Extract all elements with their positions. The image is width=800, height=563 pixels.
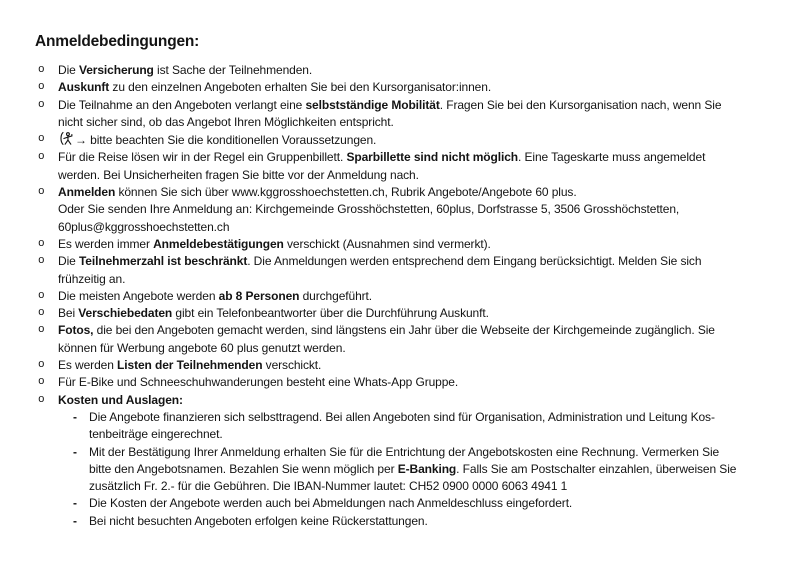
list-item bbox=[35, 131, 770, 149]
bullet-marker: o bbox=[38, 98, 45, 111]
bullet-marker: o bbox=[38, 289, 45, 302]
list-item bbox=[35, 184, 770, 236]
list-item-text: Anmelden können Sie sich über www.kggrosshoechstetten.ch, Rubrik Angebote/Angebote 60 plus. Oder Sie senden Ihre Anmeldung an: Kirchgemeinde Grosshöchstetten, 60plus, Dorfstrasse 5, 3506 Grosshöchstetten, 60plus@kggrosshoechstetten.ch bbox=[58, 185, 680, 234]
dash-marker: - bbox=[73, 496, 77, 511]
list-item bbox=[35, 305, 770, 322]
list-item-text: Für E-Bike und Schneeschuhwanderungen besteht eine Whats-App Gruppe. bbox=[58, 375, 459, 390]
list-item bbox=[35, 374, 770, 391]
list-item bbox=[35, 236, 770, 253]
bullet-marker: o bbox=[38, 255, 45, 268]
bullet-marker: o bbox=[38, 64, 45, 76]
bullet-marker: o bbox=[38, 186, 45, 199]
list-item-text: Für die Reise lösen wir in der Regel ein Gruppenbillett. Sparbillette sind nicht möglich. Eine Tageskarte muss angemeldet werden. Bei Unsicherheiten fragen Sie bitte vor der Anmeldung nach. bbox=[58, 150, 706, 182]
bullet-marker: o bbox=[38, 307, 45, 320]
list-item bbox=[35, 409, 770, 444]
bullet-marker: o bbox=[38, 393, 45, 406]
bullet-marker: o bbox=[38, 133, 45, 146]
conditions-list bbox=[35, 62, 770, 530]
list-item bbox=[35, 392, 770, 409]
list-item bbox=[35, 79, 770, 96]
bullet-marker: o bbox=[38, 237, 45, 250]
list-item bbox=[35, 253, 770, 288]
page-title: Anmeldebedingungen: bbox=[35, 33, 200, 50]
list-item-text: Es werden Listen der Teilnehmenden verschickt. bbox=[58, 358, 322, 373]
list-item bbox=[35, 495, 770, 512]
list-item-text: Kosten und Auslagen: bbox=[58, 392, 183, 407]
list-item bbox=[35, 513, 770, 530]
bullet-marker: o bbox=[38, 359, 45, 372]
bullet-marker: o bbox=[38, 324, 45, 337]
list-item-text: Die Versicherung ist Sache der Teilnehmenden. bbox=[58, 63, 313, 77]
bullet-marker: o bbox=[38, 151, 45, 164]
list-item-text: Mit der Bestätigung Ihrer Anmeldung erhalten Sie für die Entrichtung der Angebotskosten eine Rechnung. Vermerken Sie bitte den Angebotsnamen. Bezahlen Sie wenn möglich per E-Banking. Falls Sie am Postschalter einzahlen, überweisen Sie zusätzlich Fr. 2.- für die Gebühren. Die IBAN-Nummer lautet: CH52 0900 0000 6063 4941 1 bbox=[89, 444, 737, 494]
list-item-text: Die meisten Angebote werden ab 8 Personen durchgeführt. bbox=[58, 288, 373, 303]
list-item-text: Die Angebote finanzieren sich selbsttragend. Bei allen Angeboten sind für Organisation, Administration und Leitung Kos- tenbeiträge eingerechnet. bbox=[89, 409, 715, 442]
list-item-text: → bitte beachten Sie die konditionellen Voraussetzungen. bbox=[58, 131, 770, 149]
bullet-marker: o bbox=[38, 81, 45, 94]
dash-marker: - bbox=[73, 409, 77, 424]
list-item bbox=[35, 288, 770, 305]
list-item bbox=[35, 149, 770, 184]
list-item-text: Bei nicht besuchten Angeboten erfolgen keine Rückerstattungen. bbox=[89, 513, 428, 528]
list-item-text: Fotos, die bei den Angeboten gemacht werden, sind längstens ein Jahr über die Webseite der Kirchgemeinde zugänglich. Sie können für Werbung angebote 60 plus genutzt werden. bbox=[58, 323, 715, 355]
list-item bbox=[35, 357, 770, 374]
list-item bbox=[35, 444, 770, 496]
list-item bbox=[35, 62, 770, 79]
walking-person-icon bbox=[58, 131, 74, 146]
dash-marker: - bbox=[73, 513, 77, 528]
list-item-text: Die Teilnehmerzahl ist beschränkt. Die Anmeldungen werden entsprechend dem Eingang berücksichtigt. Melden Sie sich frühzeitig an. bbox=[58, 254, 702, 286]
list-item-text: Es werden immer Anmeldebestätigungen verschickt (Ausnahmen sind vermerkt). bbox=[58, 236, 491, 251]
list-item-text: Auskunft zu den einzelnen Angeboten erhalten Sie bei den Kursorganisator:innen. bbox=[58, 80, 492, 95]
list-item bbox=[35, 322, 770, 357]
list-item-text: Die Teilnahme an den Angeboten verlangt eine selbstständige Mobilität. Fragen Sie bei den Kursorganisation nach, wenn Sie nicht sicher sind, ob das Angebot Ihren Möglichkeiten entspricht. bbox=[58, 97, 722, 129]
list-item bbox=[35, 97, 770, 132]
list-item-text: Bei Verschiebedaten gibt ein Telefonbeantworter über die Durchführung Auskunft. bbox=[58, 306, 489, 321]
bullet-marker: o bbox=[38, 376, 45, 389]
dash-marker: - bbox=[73, 444, 77, 459]
list-item-text: Die Kosten der Angebote werden auch bei Abmeldungen nach Anmeldeschluss eingefordert. bbox=[89, 496, 573, 511]
